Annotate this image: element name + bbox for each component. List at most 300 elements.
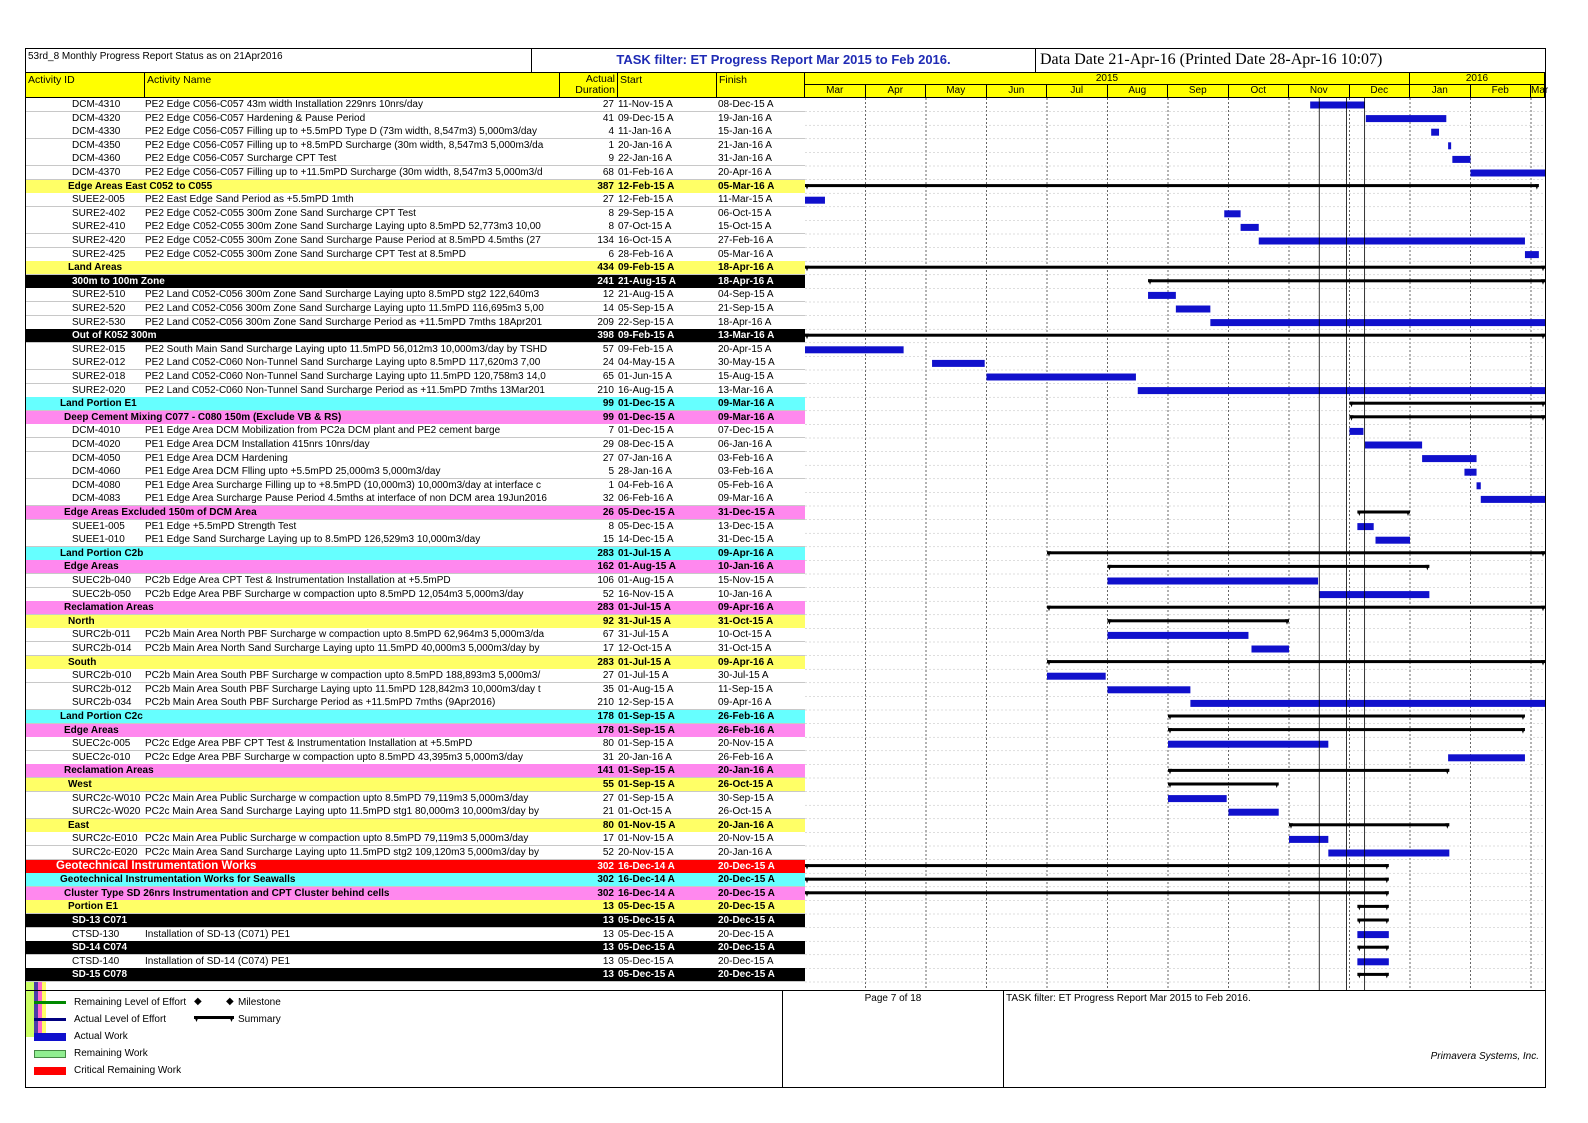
- finish-date: 13-Dec-15 A: [718, 520, 774, 532]
- finish-date: 11-Sep-15 A: [718, 683, 773, 695]
- actual-work-bar: [1190, 700, 1545, 707]
- activity-row[interactable]: [26, 751, 805, 765]
- summary-row[interactable]: [26, 724, 805, 738]
- actual-work-bar: [1357, 958, 1388, 965]
- activity-name: PC2c Main Area Sand Surcharge Laying upto 11.5mPD stg1 80,000m3 10,000m3/day by: [145, 806, 539, 818]
- finish-date: 18-Apr-16 A: [718, 275, 774, 287]
- activity-id: SURC2b-010: [72, 670, 132, 682]
- finish-date: 05-Mar-16 A: [718, 180, 775, 192]
- finish-date: 08-Dec-15 A: [718, 99, 774, 110]
- duration-value: 27: [602, 99, 614, 110]
- finish-date: 09-Mar-16 A: [718, 493, 774, 505]
- activity-id: SURE2-420: [72, 235, 126, 246]
- start-date: 09-Dec-15 A: [618, 112, 674, 124]
- start-date: 01-Aug-15 A: [618, 575, 674, 586]
- activity-row[interactable]: [26, 207, 805, 221]
- col-finish[interactable]: Finish: [717, 73, 805, 97]
- start-date: 22-Sep-15 A: [618, 316, 674, 328]
- start-date: 04-May-15 A: [618, 357, 675, 369]
- duration-value: 283: [597, 656, 614, 668]
- finish-date: 04-Sep-15 A: [718, 289, 774, 301]
- start-date: 01-Nov-15 A: [618, 819, 676, 831]
- activity-row[interactable]: [26, 696, 805, 710]
- finish-date: 30-Jul-15 A: [718, 670, 769, 682]
- duration-value: 99: [602, 398, 614, 410]
- activity-row[interactable]: [26, 125, 805, 139]
- start-date: 05-Dec-15 A: [618, 901, 675, 913]
- finish-date: 10-Jan-16 A: [718, 561, 774, 573]
- col-duration[interactable]: Actual Duration: [560, 73, 618, 97]
- activity-id: SURC2b-034: [72, 697, 132, 709]
- activity-row[interactable]: [26, 955, 805, 969]
- duration-value: 12: [602, 289, 614, 301]
- duration-value: 302: [597, 874, 614, 886]
- legend-remaining-work: Remaining Work: [74, 1048, 148, 1059]
- activity-name: PE2 East Edge Sand Period as +5.5mPD 1mth: [145, 194, 354, 206]
- activity-row[interactable]: [26, 166, 805, 180]
- summary-row[interactable]: [26, 411, 805, 425]
- start-date: 01-Sep-15 A: [618, 711, 675, 722]
- activity-row[interactable]: [26, 492, 805, 506]
- duration-value: 387: [597, 180, 614, 192]
- activity-id: SURC2c-E010: [72, 833, 138, 845]
- finish-date: 21-Sep-15 A: [718, 303, 774, 314]
- finish-date: 09-Apr-16 A: [718, 547, 774, 559]
- duration-value: 35: [602, 683, 614, 695]
- actual-work-bar: [1289, 836, 1328, 843]
- duration-value: 26: [602, 507, 614, 518]
- finish-date: 31-Oct-15 A: [718, 615, 774, 627]
- duration-value: 434: [597, 262, 614, 274]
- duration-value: 52: [602, 588, 614, 600]
- activity-name: PE2 Edge C056-C057 Filling up to +8.5mPD Surcharge (30m width, 8,547m3 5,000m3/da: [145, 139, 544, 151]
- actual-work-bar: [1525, 251, 1539, 258]
- activity-row[interactable]: [26, 234, 805, 248]
- duration-value: 302: [597, 860, 614, 872]
- duration-value: 13: [602, 901, 614, 913]
- start-date: 05-Dec-15 A: [618, 915, 675, 926]
- activity-row[interactable]: [26, 152, 805, 166]
- summary-name: SD-13 C071: [72, 915, 128, 926]
- finish-date: 20-Apr-16 A: [718, 167, 772, 178]
- start-date: 01-Jul-15 A: [618, 656, 671, 668]
- start-date: 16-Dec-14 A: [618, 887, 675, 899]
- summary-name: Geotechnical Instrumentation Works for Seawalls: [60, 874, 296, 886]
- activity-name: PC2c Edge Area PBF CPT Test & Instrumentation Installation at +5.5mPD: [145, 738, 473, 750]
- finish-date: 15-Oct-15 A: [718, 221, 772, 233]
- activity-name: PE2 Edge C052-C055 300m Zone Sand Surcharge CPT Test at 8.5mPD: [145, 248, 466, 260]
- actual-work-bar: [1357, 931, 1388, 938]
- actual-work-bar: [1310, 102, 1364, 109]
- summary-name: Edge Areas: [64, 561, 119, 573]
- start-date: 05-Dec-15 A: [618, 520, 674, 532]
- month-label: Jul: [1047, 85, 1108, 97]
- activity-name: PE2 Edge C052-C055 300m Zone Sand Surcharge CPT Test: [145, 207, 416, 219]
- duration-value: 8: [608, 520, 614, 532]
- activity-row[interactable]: [26, 316, 805, 330]
- start-date: 20-Jan-16 A: [618, 751, 672, 763]
- actual-work-bar: [1224, 210, 1240, 217]
- duration-value: 210: [597, 697, 614, 709]
- duration-value: 302: [597, 887, 614, 899]
- duration-value: 13: [602, 955, 614, 967]
- finish-date: 26-Oct-15 A: [718, 779, 774, 790]
- activity-row[interactable]: [26, 520, 805, 534]
- activity-name: PC2c Main Area Sand Surcharge Laying upto 11.5mPD stg2 109,120m3 5,000m3/day by: [145, 847, 539, 858]
- activity-row[interactable]: [26, 112, 805, 126]
- actual-work-bar: [1108, 632, 1249, 639]
- summary-bar: [1047, 660, 1545, 663]
- activity-id: SURE2-015: [72, 343, 126, 355]
- activity-name: PE2 South Main Sand Surcharge Laying upto 11.5mPD 56,012m3 10,000m3/day by TSHD: [145, 343, 548, 355]
- duration-value: 283: [597, 547, 614, 559]
- summary-bar: [805, 891, 1389, 894]
- activity-name: PE1 Edge Area DCM Mobilization from PC2a DCM plant and PE2 cement barge: [145, 425, 501, 437]
- activity-id: SURE2-402: [72, 207, 126, 219]
- month-label: May: [926, 85, 987, 97]
- summary-name: Reclamation Areas: [64, 765, 154, 777]
- actual-work-bar: [1481, 496, 1545, 503]
- duration-value: 1: [608, 479, 614, 491]
- activity-row[interactable]: [26, 683, 805, 697]
- start-date: 06-Feb-16 A: [618, 493, 674, 505]
- duration-value: 283: [597, 602, 614, 614]
- summary-row[interactable]: [26, 601, 805, 615]
- activity-id: SUEC2c-005: [72, 738, 131, 750]
- start-date: 12-Feb-15 A: [618, 180, 675, 192]
- summary-row[interactable]: [26, 560, 805, 574]
- summary-row[interactable]: [26, 261, 805, 275]
- start-date: 21-Aug-15 A: [618, 275, 676, 287]
- duration-value: 134: [597, 235, 614, 246]
- actual-work-bar: [1108, 578, 1319, 585]
- start-date: 01-Dec-15 A: [618, 398, 675, 410]
- finish-date: 05-Mar-16 A: [718, 248, 774, 260]
- summary-row[interactable]: [26, 506, 805, 520]
- actual-work-bar: [1168, 741, 1328, 748]
- start-date: 09-Feb-15 A: [618, 330, 675, 342]
- finish-date: 13-Mar-16 A: [718, 384, 774, 396]
- legend-milestone: Milestone: [238, 997, 281, 1008]
- duration-value: 7: [608, 425, 614, 437]
- finish-date: 26-Feb-16 A: [718, 724, 775, 736]
- activity-id: SUEC2b-050: [72, 588, 131, 600]
- start-date: 31-Jul-15 A: [618, 615, 671, 627]
- finish-date: 06-Oct-15 A: [718, 207, 772, 219]
- finish-date: 20-Apr-15 A: [718, 343, 772, 355]
- summary-bar: [1168, 769, 1449, 772]
- summary-row[interactable]: [26, 275, 805, 289]
- activity-row[interactable]: [26, 805, 805, 819]
- activity-id: DCM-4310: [72, 99, 121, 110]
- activity-row[interactable]: [26, 642, 805, 656]
- summary-row[interactable]: [26, 819, 805, 833]
- duration-value: 32: [602, 493, 614, 505]
- activity-id: SURC2c-W020: [72, 806, 141, 818]
- actual-work-bar: [1422, 455, 1476, 462]
- duration-value: 80: [602, 738, 614, 750]
- summary-row[interactable]: [26, 397, 805, 411]
- summary-row[interactable]: [26, 656, 805, 670]
- finish-date: 26-Oct-15 A: [718, 806, 772, 818]
- finish-date: 31-Oct-15 A: [718, 643, 772, 654]
- finish-date: 20-Jan-16 A: [718, 819, 774, 831]
- col-start[interactable]: Start: [618, 73, 717, 97]
- actual-work-bar: [1366, 115, 1446, 122]
- footer-filter: TASK filter: ET Progress Report Mar 2015 to Feb 2016.: [1006, 993, 1251, 1004]
- finish-date: 10-Jan-16 A: [718, 588, 772, 600]
- activity-row[interactable]: [26, 452, 805, 466]
- activity-name: PE2 Land C052-C060 Non-Tunnel Sand Surcharge Laying upto 8.5mPD 117,620m3 7,00: [145, 357, 541, 369]
- start-date: 01-Sep-15 A: [618, 724, 675, 736]
- month-label: Sep: [1168, 85, 1229, 97]
- summary-bar: [1357, 973, 1388, 976]
- summary-row[interactable]: [26, 860, 805, 874]
- filter-title: TASK filter: ET Progress Report Mar 2015 to Feb 2016.: [532, 49, 1036, 72]
- actual-loe-swatch: [34, 1018, 66, 1021]
- activity-row[interactable]: [26, 220, 805, 234]
- duration-value: 27: [602, 452, 614, 464]
- actual-work-bar: [1251, 646, 1289, 653]
- summary-name: Geotechnical Instrumentation Works: [56, 859, 257, 872]
- activity-row[interactable]: [26, 370, 805, 384]
- summary-name: West: [68, 779, 92, 790]
- month-label: Nov: [1289, 85, 1350, 97]
- activity-row[interactable]: [26, 384, 805, 398]
- duration-value: 29: [602, 439, 614, 450]
- activity-id: SURE2-530: [72, 316, 126, 328]
- activity-row[interactable]: [26, 139, 805, 153]
- actual-work-bar: [987, 374, 1136, 381]
- summary-row[interactable]: [26, 180, 805, 194]
- summary-bar: [805, 334, 1545, 337]
- summary-bar: [1168, 783, 1279, 786]
- finish-date: 15-Aug-15 A: [718, 371, 774, 382]
- summary-name: Reclamation Areas: [64, 602, 154, 614]
- summary-row[interactable]: [26, 764, 805, 778]
- start-date: 31-Jul-15 A: [618, 629, 669, 641]
- actual-work-bar: [1108, 686, 1191, 693]
- start-date: 05-Dec-15 A: [618, 955, 674, 967]
- finish-date: 07-Dec-15 A: [718, 425, 774, 437]
- start-date: 05-Dec-15 A: [618, 928, 674, 940]
- activity-name: PC2b Main Area South PBF Surcharge Laying upto 11.5mPD 128,842m3 10,000m3/day t: [145, 683, 541, 695]
- finish-date: 13-Mar-16 A: [718, 330, 775, 342]
- finish-date: 09-Apr-16 A: [718, 656, 774, 668]
- activity-name: PE2 Edge C056-C057 Filling up to +5.5mPD Type D (73m width, 8,547m3) 5,000m3/day: [145, 126, 537, 138]
- activity-name: PE2 Edge C052-C055 300m Zone Sand Surcharge Laying upto 8.5mPD 52,773m3 10,00: [145, 221, 541, 233]
- finish-date: 20-Dec-15 A: [718, 901, 775, 913]
- summary-row[interactable]: [26, 329, 805, 343]
- start-date: 05-Dec-15 A: [618, 507, 675, 518]
- legend-remaining-loe: Remaining Level of Effort: [74, 997, 187, 1008]
- start-date: 01-Sep-15 A: [618, 738, 674, 750]
- activity-row[interactable]: [26, 588, 805, 602]
- activity-row[interactable]: [26, 669, 805, 683]
- summary-bar: [805, 266, 1545, 269]
- activity-id: DCM-4350: [72, 139, 121, 151]
- start-date: 01-Jul-15 A: [618, 547, 671, 559]
- summary-name: Portion E1: [68, 901, 119, 913]
- remaining-loe-swatch: [34, 1001, 66, 1004]
- start-date: 16-Oct-15 A: [618, 235, 672, 246]
- activity-row[interactable]: [26, 288, 805, 302]
- actual-work-bar: [1138, 387, 1545, 394]
- activity-id: SURE2-520: [72, 303, 126, 314]
- activity-row[interactable]: [26, 792, 805, 806]
- finish-date: 21-Jan-16 A: [718, 139, 772, 151]
- milestone-icon: ◆: [194, 996, 202, 1007]
- summary-row[interactable]: [26, 941, 805, 955]
- actual-work-bar: [1448, 754, 1525, 761]
- summary-bar: [1108, 565, 1430, 568]
- actual-work-bar: [805, 197, 825, 204]
- activity-id: DCM-4360: [72, 153, 121, 165]
- activity-name: Installation of SD-14 (C074) PE1: [145, 955, 291, 967]
- activity-name: PE1 Edge Area DCM Installation 415nrs 10nrs/day: [145, 439, 370, 450]
- activity-row[interactable]: [26, 193, 805, 207]
- activity-name: PE1 Edge Area Surcharge Pause Period 4.5mths at interface of non DCM area 19Jun2016: [145, 493, 547, 505]
- activity-name: PC2c Edge Area PBF Surcharge w compaction upto 8.5mPD 43,395m3 5,000m3/day: [145, 751, 523, 763]
- summary-bar: [1357, 946, 1388, 949]
- activity-row[interactable]: [26, 574, 805, 588]
- summary-bar: [1289, 823, 1449, 826]
- start-date: 05-Dec-15 A: [618, 969, 675, 981]
- duration-value: 15: [602, 534, 614, 546]
- summary-name: Land Portion C2b: [60, 547, 144, 559]
- legend: [26, 990, 1545, 1088]
- activity-name: PE2 Land C052-C060 Non-Tunnel Sand Surcharge Laying upto 11.5mPD 120,758m3 14,0: [145, 371, 546, 382]
- finish-date: 20-Dec-15 A: [718, 860, 775, 872]
- actual-work-bar: [1148, 292, 1176, 299]
- summary-name: Land Portion E1: [60, 398, 137, 410]
- duration-value: 99: [602, 411, 614, 423]
- col-activity-id[interactable]: Activity ID: [26, 73, 145, 97]
- actual-work-bar: [805, 346, 904, 353]
- finish-date: 20-Nov-15 A: [718, 833, 774, 845]
- finish-date: 27-Feb-16 A: [718, 235, 774, 246]
- start-date: 12-Oct-15 A: [618, 643, 672, 654]
- activity-id: SURE2-020: [72, 384, 126, 396]
- activity-name: PE2 Land C052-C056 300m Zone Sand Surcharge Laying upto 8.5mPD stg2 122,640m3: [145, 289, 540, 301]
- summary-name: Land Portion C2c: [60, 711, 143, 722]
- summary-bar: [1047, 606, 1545, 609]
- duration-value: 398: [597, 330, 614, 342]
- summary-row[interactable]: [26, 615, 805, 629]
- summary-name: Edge Areas East C052 to C055: [68, 180, 213, 192]
- summary-row[interactable]: [26, 968, 805, 982]
- activity-name: PC2b Edge Area PBF Surcharge w compaction upto 8.5mPD 12,054m3 5,000m3/day: [145, 588, 524, 600]
- activity-name: PE2 Edge C056-C057 Surcharge CPT Test: [145, 153, 337, 165]
- start-date: 07-Oct-15 A: [618, 221, 672, 233]
- activity-row[interactable]: [26, 424, 805, 438]
- summary-row[interactable]: [26, 873, 805, 887]
- duration-value: 106: [597, 575, 614, 586]
- duration-value: 55: [602, 779, 614, 790]
- activity-row[interactable]: [26, 343, 805, 357]
- finish-date: 26-Feb-16 A: [718, 711, 775, 722]
- summary-row[interactable]: [26, 914, 805, 928]
- summary-row[interactable]: [26, 547, 805, 561]
- duration-value: 178: [597, 711, 614, 722]
- month-label: Feb: [1471, 85, 1532, 97]
- activity-row[interactable]: [26, 928, 805, 942]
- legend-summary: Summary: [238, 1014, 281, 1025]
- summary-name: Edge Areas: [64, 724, 119, 736]
- actual-work-bar: [1047, 673, 1106, 680]
- activity-id: SURC2b-012: [72, 683, 132, 695]
- month-label: Oct: [1229, 85, 1290, 97]
- activity-name: PC2b Main Area South PBF Surcharge w compaction upto 8.5mPD 188,893m3 5,000m3/: [145, 670, 541, 682]
- summary-row[interactable]: [26, 778, 805, 792]
- activity-id: SURE2-510: [72, 289, 126, 301]
- activity-row[interactable]: [26, 98, 805, 112]
- finish-date: 09-Apr-16 A: [718, 697, 772, 709]
- summary-icon: [194, 1015, 234, 1023]
- activity-row[interactable]: [26, 533, 805, 547]
- activity-row[interactable]: [26, 302, 805, 316]
- finish-date: 31-Dec-15 A: [718, 507, 775, 518]
- activity-row[interactable]: [26, 248, 805, 262]
- duration-value: 17: [602, 833, 614, 845]
- duration-value: 1: [608, 139, 614, 151]
- actual-work-bar: [1464, 469, 1476, 476]
- activity-name: PE2 Land C052-C056 300m Zone Sand Surcharge Laying upto 11.5mPD 116,695m3 5,00: [145, 303, 544, 314]
- summary-bar: [805, 864, 1389, 867]
- duration-value: 6: [608, 248, 614, 260]
- start-date: 20-Nov-15 A: [618, 847, 674, 858]
- duration-value: 8: [608, 207, 614, 219]
- summary-row[interactable]: [26, 710, 805, 724]
- actual-work-bar: [1357, 523, 1373, 530]
- activity-name: PE1 Edge Sand Surcharge Laying up to 8.5mPD 126,529m3 10,000m3/day: [145, 534, 481, 546]
- activity-row[interactable]: [26, 628, 805, 642]
- activity-id: SURC2b-014: [72, 643, 132, 654]
- activity-id: SURE2-012: [72, 357, 126, 369]
- activity-id: SURE2-018: [72, 371, 126, 382]
- actual-work-bar: [1471, 170, 1546, 177]
- month-label: Apr: [866, 85, 927, 97]
- activity-row[interactable]: [26, 737, 805, 751]
- start-date: 05-Sep-15 A: [618, 303, 674, 314]
- activity-row[interactable]: [26, 846, 805, 860]
- finish-date: 09-Mar-16 A: [718, 398, 775, 410]
- actual-work-bar: [932, 360, 985, 367]
- activity-row[interactable]: [26, 479, 805, 493]
- start-date: 16-Nov-15 A: [618, 588, 674, 600]
- summary-bar: [1047, 551, 1545, 554]
- col-activity-name[interactable]: Activity Name: [145, 73, 560, 97]
- finish-date: 30-May-15 A: [718, 357, 775, 369]
- activity-id: DCM-4080: [72, 479, 121, 491]
- activity-row[interactable]: [26, 438, 805, 452]
- activity-row[interactable]: [26, 465, 805, 479]
- summary-row[interactable]: [26, 900, 805, 914]
- finish-date: 26-Feb-16 A: [718, 751, 774, 763]
- activity-row[interactable]: [26, 356, 805, 370]
- summary-row[interactable]: [26, 887, 805, 901]
- activity-name: PC2b Main Area South PBF Surcharge Period as +11.5mPD 7mths (9Apr2016): [145, 697, 496, 709]
- activity-id: SURC2c-W010: [72, 792, 141, 804]
- activity-name: PC2c Main Area Public Surcharge w compaction upto 8.5mPD 79,119m3 5,000m3/day: [145, 792, 529, 804]
- duration-value: 8: [608, 221, 614, 233]
- activity-id: DCM-4020: [72, 439, 121, 450]
- actual-work-bar: [1168, 795, 1227, 802]
- month-label: Aug: [1108, 85, 1169, 97]
- actual-work-bar: [1210, 319, 1545, 326]
- finish-date: 30-Sep-15 A: [718, 792, 774, 804]
- activity-row[interactable]: [26, 832, 805, 846]
